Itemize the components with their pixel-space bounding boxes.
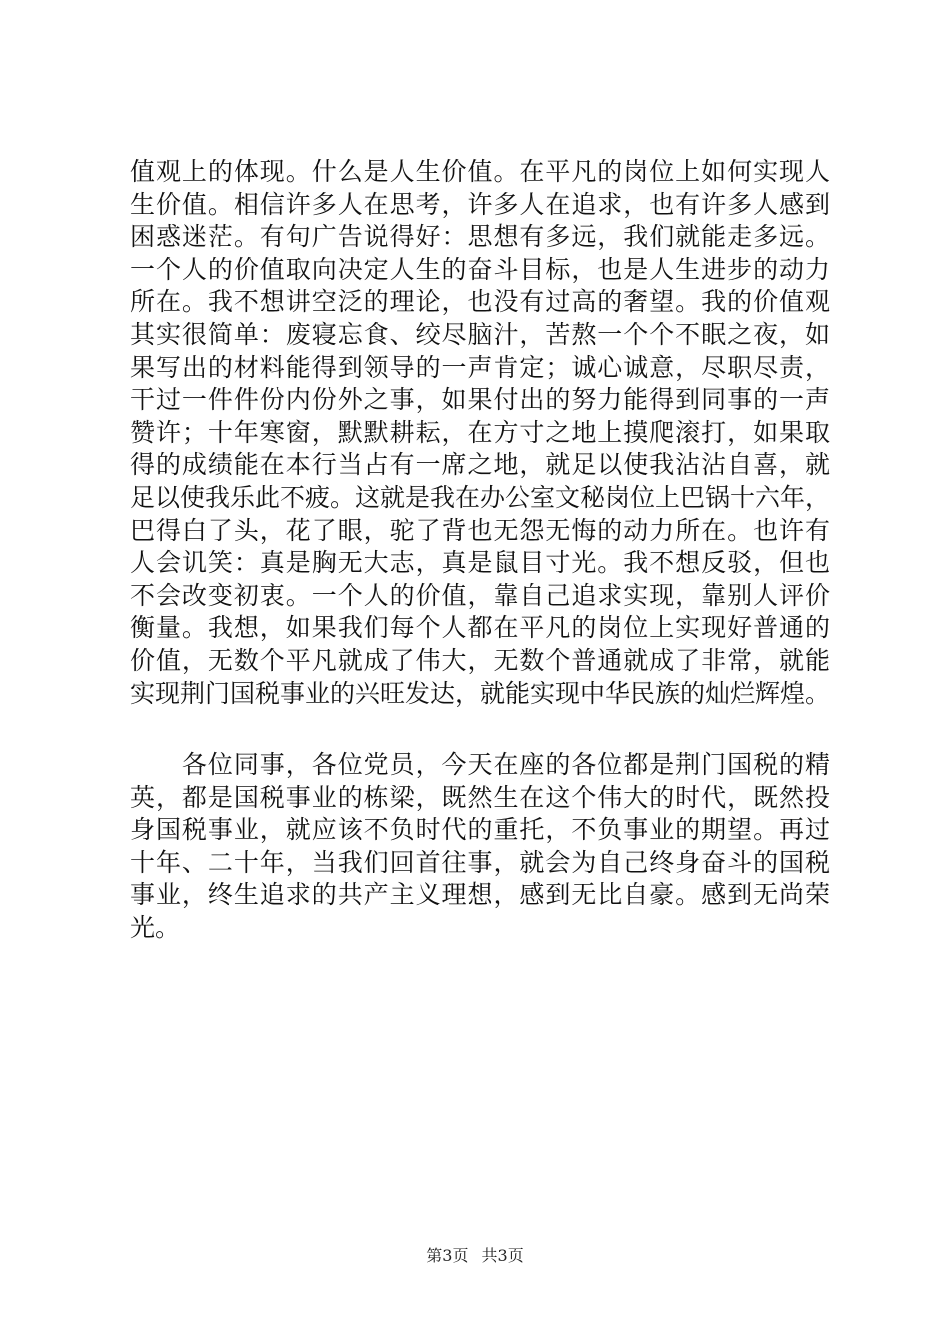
text-line: 人会讥笑：真是胸无大志，真是鼠目寸光。我不想反驳，但也	[130, 548, 830, 578]
text-line: 果写出的材料能得到领导的一声肯定；诚心诚意，尽职尽责，	[130, 352, 830, 382]
page-total: 共3页	[481, 1246, 524, 1265]
text-line: 各位同事，各位党员，今天在座的各位都是荆门国税的精	[130, 750, 830, 780]
text-line: 不会改变初衷。一个人的价值，靠自己追求实现，靠别人评价	[130, 580, 830, 610]
text-line: 衡量。我想，如果我们每个人都在平凡的岗位上实现好普通的	[130, 613, 830, 643]
text-line: 干过一件件份内份外之事，如果付出的努力能得到同事的一声	[130, 385, 830, 415]
text-line: 价值，无数个平凡就成了伟大，无数个普通就成了非常，就能	[130, 645, 830, 675]
text-line: 一个人的价值取向决定人生的奋斗目标，也是人生进步的动力	[130, 254, 830, 284]
paragraph-1	[130, 156, 830, 710]
text-line: 英，都是国税事业的栋梁，既然生在这个伟大的时代，既然投	[130, 782, 830, 812]
text-line: 所在。我不想讲空泛的理论，也没有过高的奢望。我的价值观	[130, 287, 830, 317]
text-line: 生价值。相信许多人在思考，许多人在追求，也有许多人感到	[130, 189, 830, 219]
text-line: 足以使我乐此不疲。这就是我在办公室文秘岗位上巴锅十六年，	[130, 482, 831, 512]
page-number: 第3页	[426, 1246, 469, 1265]
text-line: 值观上的体现。什么是人生价值。在平凡的岗位上如何实现人	[130, 157, 830, 186]
text-line: 其实很简单：废寝忘食、绞尽脑汁，苦熬一个个不眠之夜，如	[130, 319, 830, 349]
text-line: 身国税事业，就应该不负时代的重托，不负事业的期望。再过	[130, 815, 830, 845]
text-line: 困惑迷茫。有句广告说得好：思想有多远，我们就能走多远。	[130, 222, 830, 252]
paragraph-spacer	[130, 710, 830, 749]
document-body	[130, 156, 830, 945]
paragraph-2	[130, 749, 830, 945]
text-line: 得的成绩能在本行当占有一席之地，就足以使我沾沾自喜，就	[130, 450, 830, 480]
text-line: 赞许；十年寒窗，默默耕耘，在方寸之地上摸爬滚打，如果取	[130, 417, 830, 447]
page-footer	[0, 1246, 950, 1266]
text-line: 事业，终生追求的共产主义理想，感到无比自豪。感到无尚荣	[130, 880, 830, 910]
text-line: 光。	[130, 913, 181, 943]
text-line: 实现荆门国税事业的兴旺发达，就能实现中华民族的灿烂辉煌。	[130, 678, 831, 708]
text-line: 巴得白了头，花了眼，驼了背也无怨无悔的动力所在。也许有	[130, 515, 830, 545]
text-line: 十年、二十年，当我们回首往事，就会为自己终身奋斗的国税	[130, 847, 830, 877]
